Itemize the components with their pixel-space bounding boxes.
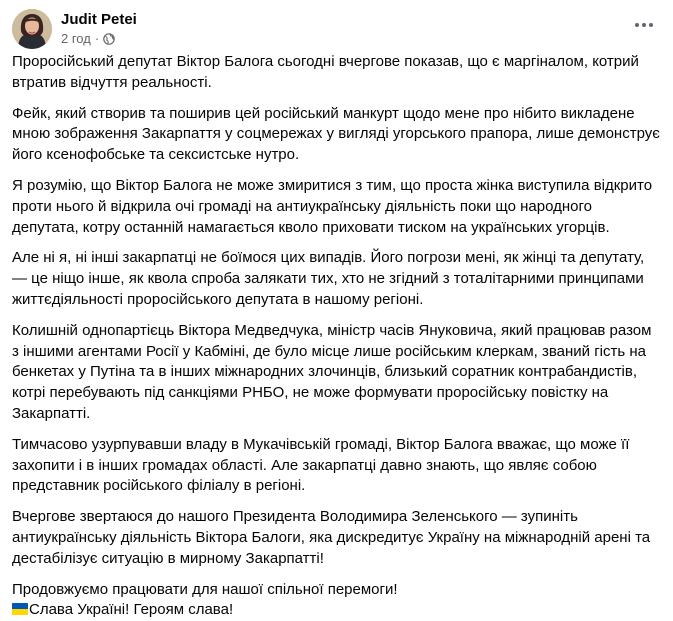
avatar[interactable]	[12, 9, 52, 49]
post-paragraph-7: Вчергове звертаюся до нашого Президента Володимира Зеленського — зупиніть антиукраїнську діяльність Віктора Балоги, яка дискредитує Україну на міжнародній арені та дестабілізує ситуацію в мирному Закарпатті!	[12, 508, 651, 567]
post-paragraph-1: Проросійський депутат Віктор Балога сьогодні вчергове показав, що є маргіналом, котрий втратив відчуття реальності.	[12, 53, 639, 91]
closing-line-2: Слава Україні! Героям слава!	[29, 601, 234, 619]
post-paragraph-5: Колишній однопартієць Віктора Медведчука, міністр часів Януковича, який працював разом з іншими агентами Росії у Кабміні, де було місце лише російським клеркам, званий гість на бенкетах у Путіна та в інших міжнародних злочинців, близький соратник контрабандистів, котрі перебувають під санкціями РНБО, не може формувати проросійську повістку на Закарпатті.	[12, 321, 652, 422]
post-paragraph-4: Але ні я, ні інші закарпатці не боїмося цих випадів. Його погрози мені, як жінці та депутату, — це ніщо інше, як квола спроба залякати тих, хто не згідний з тоталітарними принципами життєдіяльності проросійського депутата в нашому регіоні.	[12, 249, 645, 308]
post-paragraph-3: Я розумію, що Віктор Балога не може змиритися з тим, що проста жінка виступила відкрито проти нього й відкрила очі громаді на антиукраїнську діяльність поки що народного депутата, котру останній намагається кволо приховати тиском на українських угорців.	[12, 176, 653, 236]
closing-line-2-wrapper	[12, 600, 662, 621]
author-name[interactable]: Judit Petei	[61, 11, 137, 28]
ukraine-flag-icon	[12, 603, 28, 615]
post-paragraph-6: Тимчасово узурпувавши владу в Мукачівській громаді, Віктор Балога вважає, що може її захопити і в інших громадах області. Але закарпатці давно знають, що являє собою представник російського філіалу в регіоні.	[12, 435, 630, 495]
globe-icon	[103, 33, 115, 45]
post-header	[12, 9, 661, 49]
post-body	[12, 52, 662, 621]
post-meta	[61, 30, 115, 47]
more-options-icon[interactable]	[629, 13, 659, 37]
meta-separator: ·	[94, 31, 100, 46]
post-paragraph-2: Фейк, який створив та поширив цей російський манкурт щодо мене про нібито викладене мною зображення Закарпаття у соцмережах у вигляді угорського прапора, лише демонструє його ксенофобське та сексистське нутро.	[12, 104, 660, 164]
avatar-image	[12, 9, 52, 49]
closing-line-1: Продовжуємо працювати для нашої спільної перемоги!	[12, 580, 398, 598]
post-timestamp[interactable]: 2 год	[61, 31, 91, 46]
